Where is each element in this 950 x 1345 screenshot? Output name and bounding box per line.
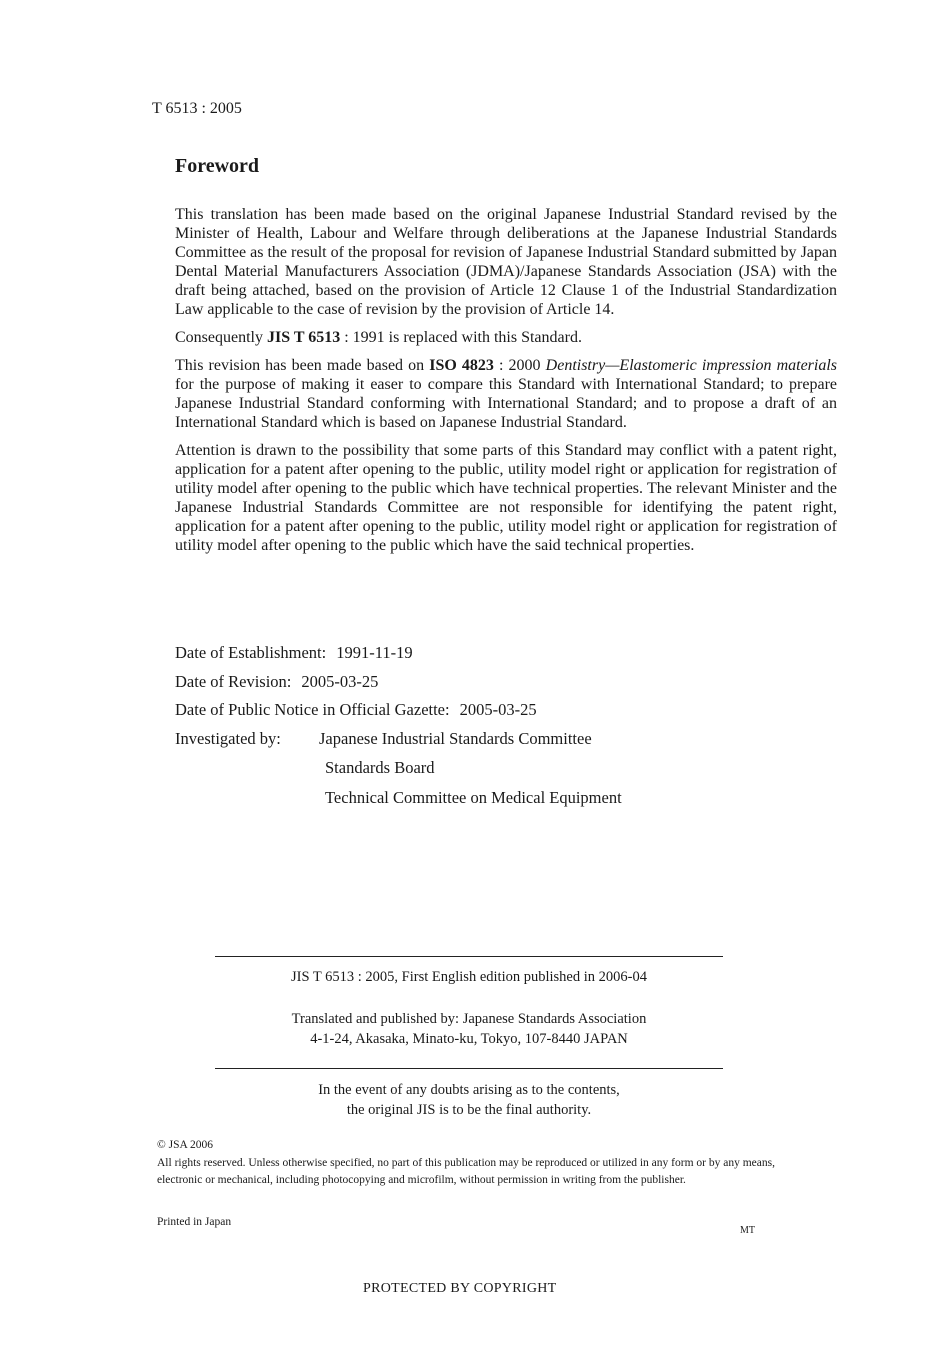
authority-notice bbox=[215, 1080, 723, 1120]
edition-line: JIS T 6513 : 2005, First English edition published in 2006-04 bbox=[291, 969, 647, 985]
date-public-notice bbox=[175, 700, 537, 720]
investigated-by-committee: Japanese Industrial Standards Committee bbox=[319, 729, 592, 748]
authority-line-1: In the event of any doubts arising as to the contents, bbox=[318, 1082, 620, 1098]
date-revision-value: 2005-03-25 bbox=[301, 672, 379, 691]
copyright-footer: PROTECTED BY COPYRIGHT bbox=[363, 1281, 557, 1296]
printed-in: Printed in Japan bbox=[157, 1216, 232, 1228]
replacement-text-after: : 1991 is replaced with this Standard. bbox=[340, 329, 582, 346]
paragraph-translation-basis: This translation has been made based on the original Japanese Industrial Standard revised by the Minister of Health, Labour and Welfare through deliberations at the Japanese Industrial Standards Committee as the result of the proposal for revision of Japanese Industrial Standard submitted by Japan Dental Material Manufacturers Association (JDMA)/Japanese Standards Association (JSA) with the draft being attached, based on the provision of Article 12 Clause 1 of the Industrial Standardization Law applicable to the case of revision by the provision of Article 14. bbox=[175, 206, 837, 318]
revision-text-before: This revision has been made based on bbox=[175, 357, 430, 374]
investigated-by-label: Investigated by: bbox=[175, 729, 281, 748]
replacement-text-before: Consequently bbox=[175, 329, 267, 346]
paragraph-revision-basis bbox=[175, 356, 837, 432]
divider-bottom bbox=[215, 1068, 723, 1069]
document-number: T 6513 : 2005 bbox=[152, 100, 242, 117]
publisher-info bbox=[215, 1009, 723, 1049]
divider-top bbox=[215, 956, 723, 957]
date-revision-label: Date of Revision: bbox=[175, 672, 292, 691]
iso-standard: ISO 4823 bbox=[429, 357, 494, 374]
iso-year: : 2000 bbox=[493, 357, 546, 374]
copyright-text: All rights reserved. Unless otherwise specified, no part of this publication may be reproduced or utilized in any form or by any means, electronic or mechanical, including photocopying and microfilm, without permission in writing from the publisher. bbox=[157, 1156, 775, 1186]
investigated-by-board: Standards Board bbox=[325, 758, 435, 777]
page-title: Foreword bbox=[175, 155, 260, 177]
date-public-notice-value: 2005-03-25 bbox=[459, 700, 537, 719]
iso-title: Dentistry—Elastomeric impression materials bbox=[545, 357, 838, 374]
investigated-by-technical-committee: Technical Committee on Medical Equipment bbox=[325, 788, 622, 807]
paragraph-patent-notice: Attention is drawn to the possibility that some parts of this Standard may conflict with a patent right, application for a patent after opening to the public, utility model right or application for registration of utility model after opening to the public which have technical properties. The relevant Minister and the Japanese Industrial Standards Committee are not responsible for identifying the patent right, application for a patent after opening to the public, utility model right or application for registration of utility model after opening to the public which have the said technical properties. bbox=[175, 442, 837, 554]
foreword-body bbox=[175, 205, 837, 564]
publisher-address: 4-1-24, Akasaka, Minato-ku, Tokyo, 107-8440 JAPAN bbox=[310, 1031, 628, 1047]
date-establishment bbox=[175, 643, 413, 663]
paragraph-replacement bbox=[175, 328, 837, 347]
date-establishment-value: 1991-11-19 bbox=[336, 643, 413, 662]
authority-line-2: the original JIS is to be the final authority. bbox=[346, 1102, 592, 1118]
publisher-line: Translated and published by: Japanese Standards Association bbox=[291, 1011, 647, 1027]
copyright-notice bbox=[157, 1137, 777, 1190]
replaced-standard: JIS T 6513 bbox=[267, 329, 341, 346]
printer-code: MT bbox=[740, 1225, 755, 1236]
date-public-notice-label: Date of Public Notice in Official Gazette: bbox=[175, 700, 450, 719]
date-establishment-label: Date of Establishment: bbox=[175, 643, 327, 662]
copyright-mark: © JSA 2006 bbox=[157, 1139, 214, 1151]
revision-text-after: for the purpose of making it easer to compare this Standard with International Standard; to prepare Japanese Industrial Standard conforming with International Standard; and to propose a draft of an International Standard which is based on Japanese Industrial Standard. bbox=[175, 376, 837, 431]
date-revision bbox=[175, 672, 378, 692]
